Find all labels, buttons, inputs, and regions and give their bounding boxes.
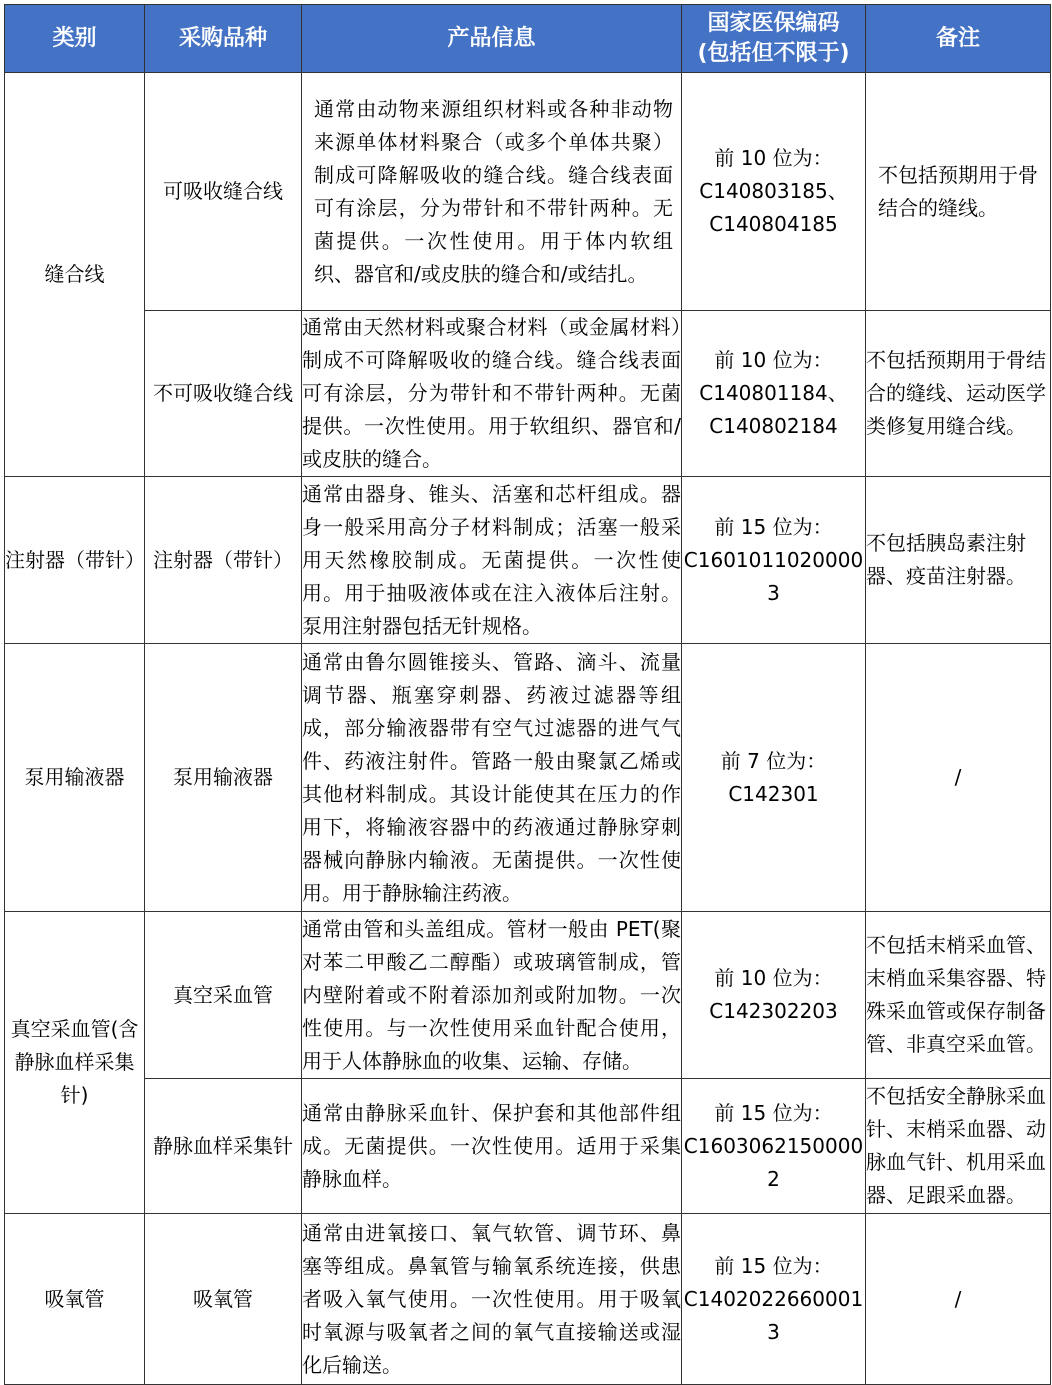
- header-remarks: 备注: [866, 5, 1051, 73]
- header-insurance-code: 国家医保编码 (包括但不限于): [682, 5, 866, 73]
- product-info-cell: 通常由动物来源组织材料或各种非动物来源单体材料聚合（或多个单体共聚）制成可降解吸收的缝合线。缝合线表面可有涂层，分为带针和不带针两种。无菌提供。一次性使用。用于体内软组织、器官和/或皮肤的缝合和/或结扎。: [302, 73, 682, 311]
- insurance-code-cell: 前 10 位为： C142302203: [682, 912, 866, 1079]
- remarks-cell: 不包括预期用于骨结合的缝线、运动医学类修复用缝合线。: [866, 311, 1051, 477]
- variety-cell: 静脉血样采集针: [145, 1079, 302, 1214]
- insurance-code-cell: 前 7 位为： C142301: [682, 644, 866, 912]
- table-row: [5, 311, 1051, 477]
- category-cell: 真空采血管(含静脉血样采集针): [5, 912, 145, 1214]
- remarks-cell: 不包括末梢采血管、末梢血采集容器、特殊采血管或保存制备管、非真空采血管。: [866, 912, 1051, 1079]
- variety-cell: 不可吸收缝合线: [145, 311, 302, 477]
- insurance-code-cell: 前 10 位为： C140801184、 C140802184: [682, 311, 866, 477]
- category-cell: 吸氧管: [5, 1214, 145, 1385]
- header-row: [5, 5, 1051, 73]
- product-info-cell: 通常由管和头盖组成。管材一般由 PET(聚对苯二甲酸乙二醇酯）或玻璃管制成，管内壁附着或不附着添加剂或附加物。一次性使用。与一次性使用采血针配合使用，用于人体静脉血的收集、运输、存储。: [302, 912, 682, 1079]
- insurance-code-cell: 前 10 位为： C140803185、 C140804185: [682, 73, 866, 311]
- remarks-cell: /: [866, 644, 1051, 912]
- table-row: [5, 912, 1051, 1079]
- variety-cell: 真空采血管: [145, 912, 302, 1079]
- remarks-cell: 不包括预期用于骨结合的缝线。: [866, 73, 1051, 311]
- remarks-cell: 不包括安全静脉采血针、末梢采血器、动脉血气针、机用采血器、足跟采血器。: [866, 1079, 1051, 1214]
- remarks-cell: 不包括胰岛素注射器、疫苗注射器。: [866, 477, 1051, 644]
- variety-cell: 泵用输液器: [145, 644, 302, 912]
- variety-cell: 可吸收缝合线: [145, 73, 302, 311]
- header-category: 类别: [5, 5, 145, 73]
- table-row: [5, 1214, 1051, 1385]
- variety-cell: 吸氧管: [145, 1214, 302, 1385]
- remarks-cell: /: [866, 1214, 1051, 1385]
- header-variety: 采购品种: [145, 5, 302, 73]
- category-cell: 缝合线: [5, 73, 145, 477]
- table-row: [5, 73, 1051, 311]
- category-cell: 泵用输液器: [5, 644, 145, 912]
- product-info-cell: 通常由静脉采血针、保护套和其他部件组成。无菌提供。一次性使用。适用于采集静脉血样。: [302, 1079, 682, 1214]
- table-row: [5, 1079, 1051, 1214]
- insurance-code-cell: 前 15 位为： C1603062150000 2: [682, 1079, 866, 1214]
- product-info-cell: 通常由鲁尔圆锥接头、管路、滴斗、流量调节器、瓶塞穿刺器、药液过滤器等组成，部分输液器带有空气过滤器的进气气件、药液注射件。管路一般由聚氯乙烯或其他材料制成。其设计能使其在压力的作用下，将输液容器中的药液通过静脉穿刺器械向静脉内输液。无菌提供。一次性使用。用于静脉输注药液。: [302, 644, 682, 912]
- category-cell: 注射器（带针）: [5, 477, 145, 644]
- procurement-table: [4, 4, 1051, 1385]
- product-info-cell: 通常由进氧接口、氧气软管、调节环、鼻塞等组成。鼻氧管与输氧系统连接，供患者吸入氧气使用。一次性使用。用于吸氧时氧源与吸氧者之间的氧气直接输送或湿化后输送。: [302, 1214, 682, 1385]
- table-row: [5, 477, 1051, 644]
- header-product-info: 产品信息: [302, 5, 682, 73]
- insurance-code-cell: 前 15 位为： C1402022660001 3: [682, 1214, 866, 1385]
- variety-cell: 注射器（带针）: [145, 477, 302, 644]
- insurance-code-cell: 前 15 位为： C1601011020000 3: [682, 477, 866, 644]
- table-row: [5, 644, 1051, 912]
- product-info-cell: 通常由器身、锥头、活塞和芯杆组成。器身一般采用高分子材料制成；活塞一般采用天然橡胶制成。无菌提供。一次性使用。用于抽吸液体或在注入液体后注射。泵用注射器包括无针规格。: [302, 477, 682, 644]
- product-info-cell: 通常由天然材料或聚合材料（或金属材料）制成不可降解吸收的缝合线。缝合线表面可有涂层，分为带针和不带针两种。无菌提供。一次性使用。用于软组织、器官和/或皮肤的缝合。: [302, 311, 682, 477]
